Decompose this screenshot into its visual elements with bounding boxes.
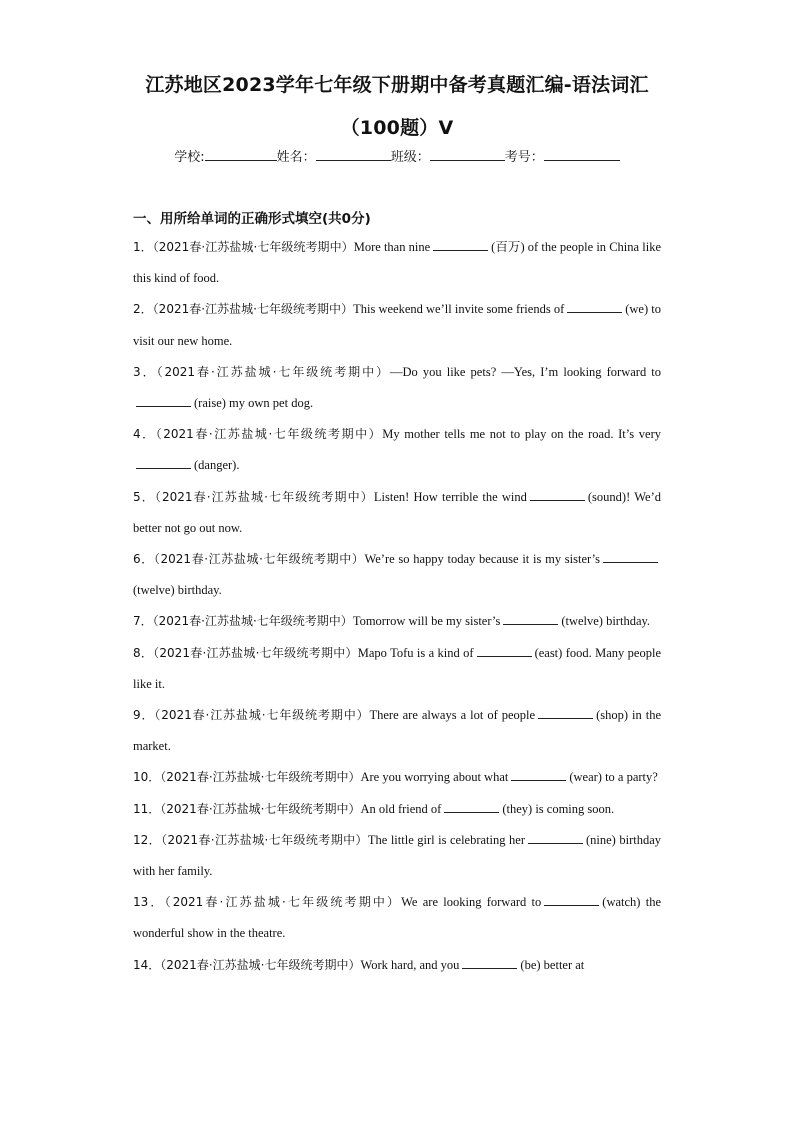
question-item — [133, 419, 661, 481]
question-text-after: (they) is coming soon. — [502, 801, 615, 816]
question-item — [133, 638, 661, 700]
school-label: 学校: — [174, 150, 205, 165]
question-number: 4． — [133, 427, 156, 442]
id-blank[interactable] — [544, 147, 620, 161]
question-source: （2021春·江苏盐城·七年级统考期中） — [152, 614, 353, 629]
answer-blank[interactable] — [603, 550, 658, 563]
answer-blank[interactable] — [538, 706, 593, 719]
question-text-before: There are always a lot of people — [369, 708, 536, 723]
answer-blank[interactable] — [462, 956, 517, 969]
question-source: （2021春·江苏盐城·七年级统考期中） — [161, 832, 368, 847]
question-number: 10． — [133, 770, 161, 785]
question-text-before: Mapo Tofu is a kind of — [357, 645, 474, 660]
question-source: （2021春·江苏盐城·七年级统考期中） — [155, 427, 383, 442]
question-number: 5． — [133, 489, 155, 504]
question-source: （2021春·江苏盐城·七年级统考期中） — [160, 801, 361, 816]
answer-blank[interactable] — [528, 831, 583, 844]
question-text-before: This weekend we’ll invite some friends of — [353, 302, 565, 317]
class-blank[interactable] — [430, 147, 505, 161]
section-title: 一、用所给单词的正确形式填空(共0分) — [133, 211, 371, 227]
question-number: 9． — [133, 708, 155, 723]
question-text-after: (east) food. Many people like it. — [133, 645, 661, 691]
question-number: 6． — [133, 552, 154, 567]
question-item — [133, 482, 661, 544]
question-number: 8． — [133, 645, 154, 660]
question-source: （2021春·江苏盐城·七年级统考期中） — [154, 489, 374, 504]
question-item — [133, 357, 661, 419]
answer-blank[interactable] — [477, 644, 532, 657]
question-text-after: (danger). — [194, 458, 240, 473]
answer-blank[interactable] — [511, 768, 566, 781]
question-text-before: —Do you like pets? —Yes, I’m looking forward to — [390, 364, 661, 379]
id-label: 考号： — [504, 150, 544, 165]
question-text-after: (twelve) birthday. — [133, 583, 222, 598]
question-source: （2021春·江苏盐城·七年级统考期中） — [153, 645, 358, 660]
question-source: （2021春·江苏盐城·七年级统考期中） — [153, 552, 365, 567]
question-text-after: (we) to visit our new home. — [133, 302, 661, 348]
question-text-after: (watch) the wonderful show in the theatre. — [133, 895, 661, 941]
question-item — [133, 950, 661, 981]
question-number: 14． — [133, 957, 161, 972]
question-number: 2． — [133, 302, 153, 317]
question-text-before: Work hard, and you — [360, 957, 460, 972]
question-text-after: (nine) birthday with her family. — [133, 832, 662, 879]
question-source: （2021春·江苏盐城·七年级统考期中） — [154, 708, 370, 723]
question-text-after: (shop) in the market. — [133, 708, 662, 754]
answer-blank[interactable] — [503, 612, 558, 625]
question-text-before: My mother tells me not to play on the road. It’s very — [382, 427, 661, 442]
answer-blank[interactable] — [136, 456, 191, 469]
question-text-after: (twelve) birthday. — [561, 614, 651, 629]
name-label: 姓名： — [276, 150, 316, 165]
question-text-after: (wear) to a party? — [569, 770, 658, 785]
question-item — [133, 794, 661, 825]
answer-blank[interactable] — [136, 394, 191, 407]
answer-blank[interactable] — [567, 300, 622, 313]
question-source: （2021春·江苏盐城·七年级统考期中） — [160, 770, 361, 785]
question-text-before: More than nine — [353, 240, 431, 254]
document-title-line1: 江苏地区2023学年七年级下册期中备考真题汇编-语法词汇 — [145, 74, 649, 96]
question-number: 1． — [133, 240, 153, 254]
question-text-before: The little girl is celebrating her — [367, 832, 525, 847]
question-list — [133, 232, 661, 981]
question-text-after: (raise) my own pet dog. — [194, 396, 314, 411]
student-info-line — [0, 146, 794, 165]
question-item — [133, 232, 661, 294]
question-text-before: Are you worrying about what — [360, 770, 509, 785]
answer-blank[interactable] — [433, 238, 488, 251]
question-text-after: (百万) of the people in China like this kind of food. — [133, 240, 661, 286]
question-item — [133, 606, 661, 637]
question-text-before: Listen! How terrible the wind — [373, 489, 527, 504]
question-source: （2021春·江苏盐城·七年级统考期中） — [164, 895, 402, 910]
school-blank[interactable] — [205, 147, 277, 161]
question-text-before: We are looking forward to — [401, 895, 542, 910]
question-source: （2021春·江苏盐城·七年级统考期中） — [156, 364, 391, 379]
question-text-before: Tomorrow will be my sister’s — [352, 614, 501, 629]
question-number: 3． — [133, 364, 157, 379]
answer-blank[interactable] — [444, 800, 499, 813]
question-text-after: (be) better at — [520, 957, 585, 972]
question-number: 7． — [133, 614, 153, 629]
question-source: （2021春·江苏盐城·七年级统考期中） — [160, 957, 361, 972]
class-label: 班级： — [390, 150, 430, 165]
question-number: 12． — [133, 832, 162, 847]
document-title-line2: （100题）Ⅴ — [340, 117, 454, 139]
question-number: 11． — [133, 801, 161, 816]
question-item — [133, 544, 661, 606]
question-text-before: We’re so happy today because it is my sister’s — [364, 552, 600, 567]
answer-blank[interactable] — [530, 488, 585, 501]
question-item — [133, 700, 661, 762]
question-text-before: An old friend of — [360, 801, 442, 816]
question-text-after: (sound)! We’d better not go out now. — [133, 489, 662, 535]
question-item — [133, 762, 661, 793]
question-number: 13． — [133, 895, 165, 910]
question-item — [133, 294, 661, 356]
question-source: （2021春·江苏盐城·七年级统考期中） — [152, 240, 354, 254]
question-source: （2021春·江苏盐城·七年级统考期中） — [152, 302, 354, 317]
question-item — [133, 887, 661, 949]
name-blank[interactable] — [316, 147, 391, 161]
question-item — [133, 825, 661, 887]
answer-blank[interactable] — [544, 893, 599, 906]
